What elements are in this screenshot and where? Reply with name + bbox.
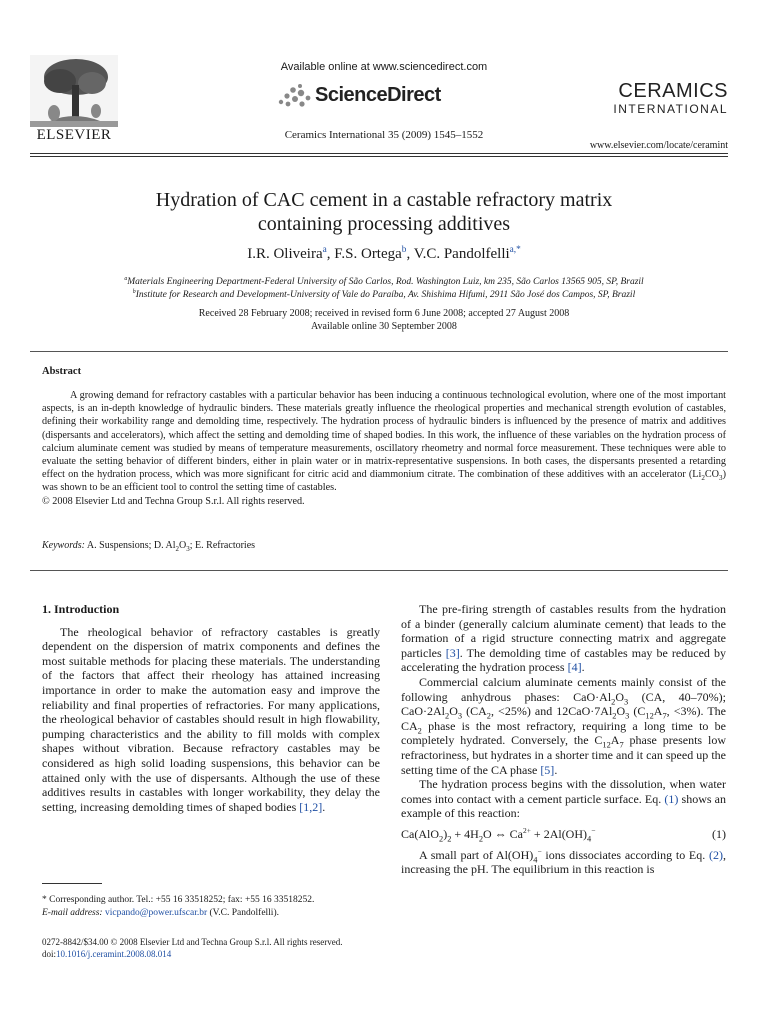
body-text: . [554, 762, 558, 777]
affiliation-mark[interactable]: b [401, 245, 407, 255]
body-text: . The demolding time of castables may be reduced by accelerating the hydration process [401, 645, 726, 675]
body-paragraph [401, 675, 726, 777]
body-text: (CA [462, 704, 487, 719]
body-text: . [581, 660, 585, 675]
online-date: Available online 30 September 2008 [311, 321, 457, 332]
body-paragraph [42, 625, 380, 815]
journal-title [560, 80, 728, 116]
keywords-text: ; E. Refractories [189, 540, 256, 551]
footnote-email-line [42, 907, 382, 920]
abstract-paragraph [42, 389, 726, 495]
equation-body: $Ca(AlO_2)_2 + 4H_2O$ ⇔ $Ca^{2+} + 2Al(OH)_4^-$ [401, 825, 596, 844]
section-heading: 1. Introduction [42, 602, 120, 616]
corresponding-author-footnote [42, 894, 382, 919]
abstract-copyright: © 2008 Elsevier Ltd and Techna Group S.r.l. All rights reserved. [42, 495, 305, 507]
header-divider [30, 156, 728, 157]
issn-copyright: 0272-8842/$34.00 © 2008 Elsevier Ltd and Techna Group S.r.l. All rights reserved. [42, 937, 343, 947]
right-column [401, 602, 726, 877]
subscript: 2 [175, 545, 180, 553]
doi-line [42, 948, 171, 960]
sciencedirect-name: ScienceDirect [315, 84, 441, 106]
journal-title-line1: CERAMICS [618, 80, 728, 102]
body-text: A [653, 704, 663, 719]
affiliations [40, 276, 728, 302]
author-name: I.R. Oliveira [247, 246, 323, 262]
body-text: ions dissociates according to Eq. [541, 847, 709, 862]
divider [30, 351, 728, 352]
article-title [60, 188, 708, 236]
body-text: Commercial calcium aluminate cements mainly consist of the following anhydrous phases: CaO·Al [401, 674, 726, 704]
doi-link[interactable]: 10.1016/j.ceramint.2008.08.014 [56, 949, 172, 959]
equation-number: (1) [712, 826, 726, 841]
subscript: 2 [417, 726, 422, 736]
body-text: O [615, 689, 625, 704]
keywords-text: A. Suspensions; D. Al [84, 540, 176, 551]
subscript: 12 [645, 711, 654, 721]
doi-label: doi: [42, 949, 57, 959]
affiliation-mark: b [132, 288, 136, 295]
body-paragraph [401, 848, 726, 877]
publisher-name: ELSEVIER [36, 127, 112, 143]
body-text: (CA, 40–70%); CaO·2Al [401, 689, 726, 719]
available-online-text: Available online at www.sciencedirect.com [280, 61, 488, 73]
affiliation-text: Materials Engineering Department-Federal University of São Carlos, Rod. Washington Luiz, km 235, São Carlos 13565 905, SP, Brazil [127, 277, 644, 287]
body-text: phase presents low refractoriness, but hydrates in a shorter time and it can speed up the setting time of the CA phase [401, 733, 726, 777]
author-list: I.R. Oliveira$^a$, F.S. Ortega$^b$, V.C. Pandolfelli$^{a,*}$ [247, 245, 521, 262]
subscript: 3 [186, 545, 190, 553]
body-text: O [449, 704, 458, 719]
body-text: , increasing the pH. The equilibrium in this reaction is [401, 847, 726, 877]
subscript: 3 [719, 474, 723, 483]
received-dates: Received 28 February 2008; received in revised form 6 June 2008; accepted 27 August 2008 [198, 308, 570, 319]
journal-title-line2: INTERNATIONAL [613, 102, 728, 116]
body-text: The pre-firing strength of castables results from the hydration of a binder (generally calcium aluminate cement) that leads to the formation of a rigid structure connecting matrix and aggregate particles [401, 602, 726, 660]
superscript: − [537, 846, 542, 856]
subscript: 2 [445, 711, 450, 721]
author-name: V.C. Pandolfelli [413, 246, 510, 262]
header-divider [30, 153, 728, 154]
equation-link[interactable]: (2) [709, 847, 723, 862]
abstract-text: A growing demand for refractory castables with a particular behavior has been inducing a continuous technological evolution, where one of the most important aspects, is an in-depth knowledge of hydraulic binders. These materials greatly influence the rheological properties and mechanical strength evolution of castables, defining their workability range and demolding time, respectively. The hydration process of hydraulic binders is influenced by the presence of matrix and additives (dispersants and accelerators), which affect the setting and demolding time of shaped bodies. In this work, the influence of these variables on the hydration process of calcium aluminate cement was studied by means of temperature measurements, oscillatory rheometry and normal force measurement. These techniques were able to evaluate the setting behavior of different binders, either in plain water or in matrix-representative suspensions. In both cases, the dispersants presented a retarding effect on the hydration process, which was more significant for citric acid and diammonium citrate. The combination of these additives with an accelerator (Li [42, 390, 726, 481]
citation-link[interactable]: [4] [567, 660, 582, 675]
affiliation-mark[interactable]: a [322, 245, 327, 255]
email-link[interactable]: vicpando@power.ufscar.br [104, 907, 208, 918]
abstract-heading: Abstract [42, 366, 82, 377]
body-text: The hydration process begins with the dissolution, when water comes into contact with a cement particle surface. Eq. [401, 777, 726, 806]
author-name: F.S. Ortega [334, 246, 402, 262]
body-text: shows an example of this reaction: [401, 791, 726, 821]
footnote-divider [42, 883, 102, 884]
subscript: 12 [602, 740, 611, 750]
body-paragraph [401, 777, 726, 821]
subscript: 4 [533, 854, 538, 864]
subscript: 7 [662, 711, 667, 721]
journal-url[interactable]: www.elsevier.com/locate/ceramint [589, 140, 728, 151]
equation-1 [401, 827, 726, 842]
body-text: , <25%) and 12CaO·7Al [490, 704, 613, 719]
body-text: phase is the most refractory, requiring a long time to be completely hydrated. Conversely, the C [401, 718, 726, 748]
subscript: 2 [611, 696, 616, 706]
citation-link[interactable]: [5] [540, 762, 555, 777]
affiliation-mark[interactable]: a,* [509, 245, 521, 255]
journal-citation: Ceramics International 35 (2009) 1545–1552 [284, 129, 484, 141]
footnote-contact: * Corresponding author. Tel.: +55 16 33518252; fax: +55 16 33518252. [42, 895, 315, 905]
abstract-text: CO [704, 469, 720, 481]
footnote-text: (V.C. Pandolfelli). [207, 907, 279, 918]
body-text: , <3%). The CA [401, 704, 727, 733]
abstract-body [42, 389, 726, 508]
subscript: 2 [486, 711, 491, 721]
article-title-line1: Hydration of CAC cement in a castable refractory matrix [155, 189, 613, 211]
subscript: 3 [457, 711, 463, 721]
left-column [42, 602, 380, 814]
body-text: The rheological behavior of refractory castables is greatly dependent on the dispersion of matrix components and defines the most suitable methods for placing these materials. The understanding of the factors that affect their rheology has attained increasing importance in order to make the automation easy and improve the reliability and final properties of refractories. For many applications, the rheological behavior of castables should result in high flowability, pumping characteristics and the ability to fill molds with complex shapes without vibration. Because refractory castables may be considered as high solid loading suspensions, this behavior can be attained only with the use of dispersants. Although the use of these additives results in castables with longer workability, they delay the setting, increasing demolding times of shaped bodies [42, 624, 380, 814]
keywords [42, 540, 255, 551]
subscript: 3 [625, 711, 630, 721]
email-label: E-mail address: [42, 907, 103, 918]
equation-link[interactable]: (1) [664, 791, 679, 806]
body-text: A [610, 733, 620, 748]
divider [30, 570, 728, 571]
keywords-label: Keywords: [42, 540, 85, 551]
citation-link[interactable]: [3] [445, 645, 460, 660]
affiliation-text: Institute for Research and Development-University of Vale do Paraíba, Av. Shishima Hifumi, 2911 São José dos Campos, SP, Brazil [135, 290, 636, 300]
keywords-text: O [179, 540, 187, 551]
article-title-line2: containing processing additives [257, 213, 511, 235]
subscript: 2 [612, 711, 617, 721]
affiliation-item [40, 276, 728, 289]
body-text: (C [629, 704, 646, 719]
body-text: A small part of Al(OH) [419, 847, 534, 862]
subscript: 7 [619, 740, 624, 750]
affiliation-mark: a [124, 275, 128, 282]
body-paragraph [401, 602, 726, 675]
abstract-text: ) was shown to be an efficient tool to control the setting time of castables. [42, 469, 726, 494]
citation-link[interactable]: [1,2] [299, 799, 323, 814]
sciencedirect-dots-icon [275, 82, 315, 110]
subscript: 3 [624, 696, 629, 706]
body-text: O [616, 704, 626, 719]
subscript: 2 [701, 474, 705, 483]
body-text: . [322, 799, 326, 814]
article-dates [0, 307, 768, 333]
sciencedirect-logo[interactable] [275, 80, 465, 114]
affiliation-item [40, 289, 728, 302]
